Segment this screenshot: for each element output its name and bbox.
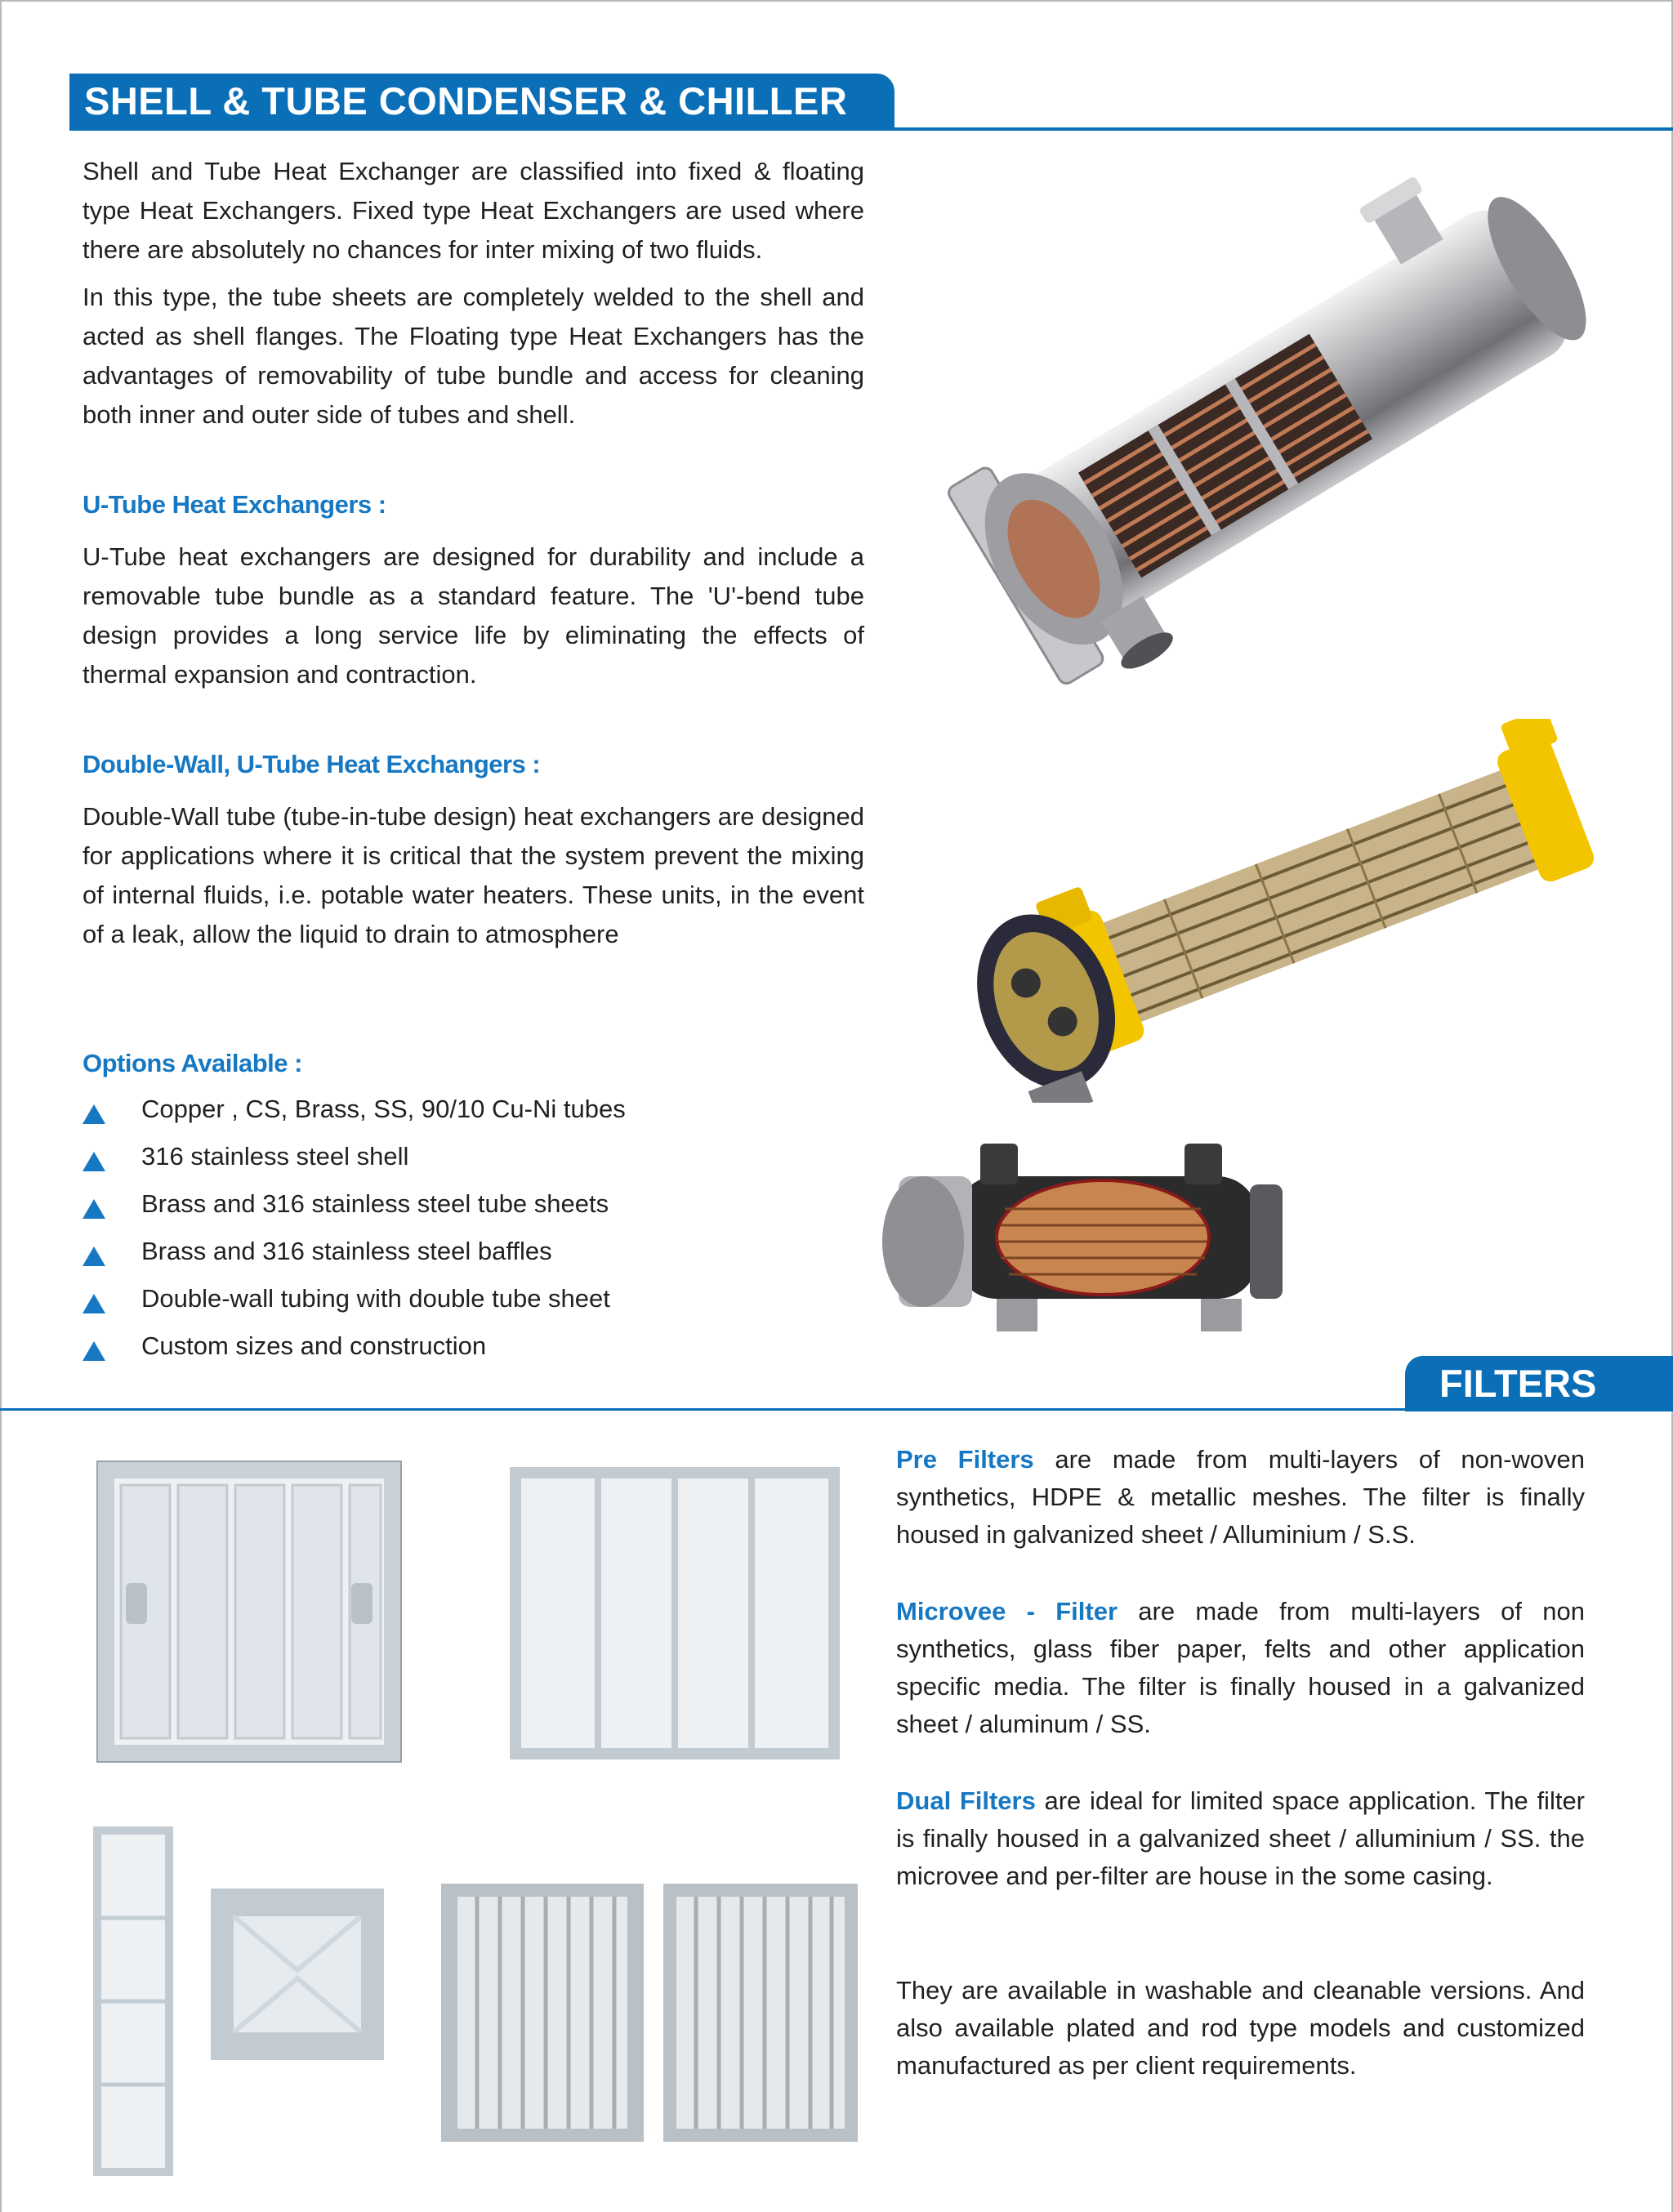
header-rule xyxy=(894,127,1673,131)
options-heading: Options Available : xyxy=(83,1049,302,1077)
dual-filters-name: Dual Filters xyxy=(896,1786,1036,1815)
filters-rule xyxy=(0,1408,1405,1411)
triangle-bullet-icon xyxy=(83,1294,105,1313)
page-border-left xyxy=(0,0,2,2212)
utube-heading: U-Tube Heat Exchangers : xyxy=(83,490,386,519)
intro-paragraph-2: In this type, the tube sheets are completely welded to the shell and acted as shell flanges. The Floating type Heat Exchangers has the advantages of removability of tube bundle and access for cleaning both inner and outer side of tubes and shell. xyxy=(83,283,864,429)
shell-tube-exchanger-image xyxy=(899,155,1601,727)
microvee-filter-name: Microvee - Filter xyxy=(896,1597,1118,1626)
page-title: SHELL & TUBE CONDENSER & CHILLER xyxy=(84,79,848,123)
double-wall-exchanger-image xyxy=(931,719,1634,1103)
filters-closing-text: They are available in washable and cleanable versions. And also available plated and rod type models and customized manufactured as per client requirements. xyxy=(896,1976,1585,2080)
triangle-bullet-icon xyxy=(83,1199,105,1219)
page-border-top xyxy=(0,0,1673,2)
dual-filters-text: Dual Filters are ideal for limited space application. The filter is finally housed in a galvanized sheet / alluminium / SS. the microvee and per-filter are house in the some casing. xyxy=(896,1786,1586,1890)
bag-filter-image-right xyxy=(663,1884,858,2142)
triangle-bullet-icon xyxy=(83,1152,105,1171)
pre-filters-name: Pre Filters xyxy=(896,1445,1034,1474)
double-wall-heading: Double-Wall, U-Tube Heat Exchangers : xyxy=(83,750,541,778)
pleated-panel-filter-image xyxy=(96,1461,402,1763)
black-shell-exchanger-image xyxy=(858,1127,1315,1372)
bag-filter-image-left xyxy=(441,1884,644,2142)
triangle-bullet-icon xyxy=(83,1341,105,1361)
intro-paragraph-1: Shell and Tube Heat Exchanger are classified into fixed & floating type Heat Exchangers. Fixed type Heat Exchangers are used where there are absolutely no chances for inter mixing of two fluids. xyxy=(83,157,864,264)
microvee-filter-text: Microvee - Filter are made from multi-layers of non synthetics, glass fiber paper, felts and other application specific media. The filter is finally housed in a galvanized sheet / aluminum / SS. xyxy=(896,1597,1585,1738)
triangle-bullet-icon xyxy=(83,1104,105,1124)
utube-text: U-Tube heat exchangers are designed for durability and include a removable tube bundle as a standard feature. The 'U'-bend tube design provides a long service life by eliminating the effects of thermal expansion and contraction. xyxy=(83,542,864,689)
double-wall-text: Double-Wall tube (tube-in-tube design) heat exchangers are designed for applications where it is critical that the system prevent the mixing of internal fluids, i.e. potable water heaters. These units, in the event of a leak, allow the liquid to drain to atmosphere xyxy=(83,802,864,948)
small-frame-filter-image xyxy=(211,1889,384,2060)
filters-title: FILTERS xyxy=(1439,1362,1597,1405)
pre-filters-text: Pre Filters are made from multi-layers of non-woven synthetics, HDPE & metallic meshes. The filter is finally housed in galvanized sheet / Alluminium / S.S. xyxy=(896,1445,1585,1549)
flat-panel-filter-image xyxy=(510,1467,840,1759)
narrow-panel-filter-image xyxy=(93,1826,173,2176)
triangle-bullet-icon xyxy=(83,1246,105,1266)
